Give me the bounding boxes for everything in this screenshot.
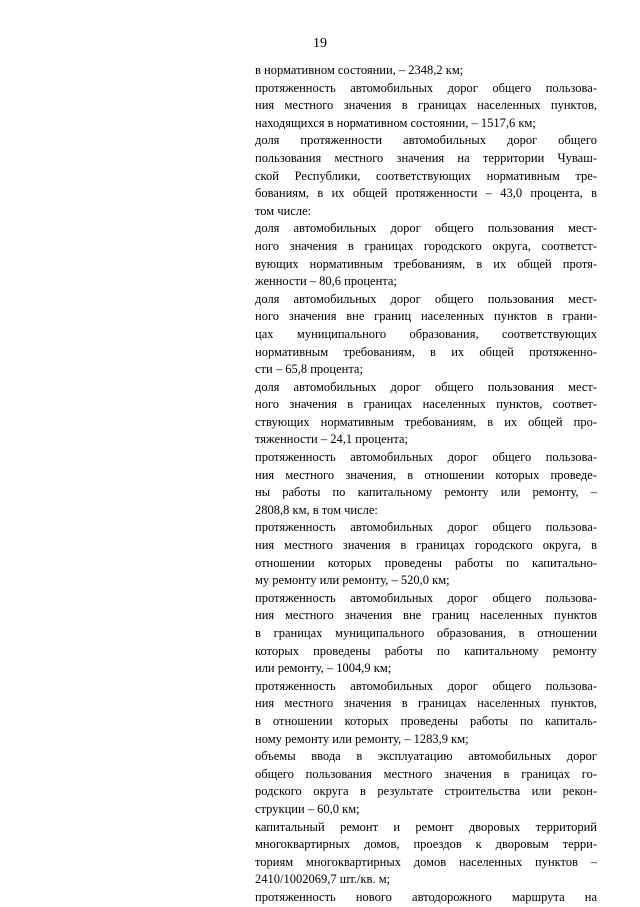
text-line: объемы ввода в эксплуатацию автомобильных дорог	[255, 749, 597, 764]
text-line: ния местного значения, в отношении которых проведе-	[255, 467, 597, 482]
text-line: ного значения вне границ населенных пунктов в грани-	[255, 309, 597, 324]
text-line: 2410/1002069,7 шт./кв. м;	[255, 872, 391, 887]
text-line: протяженность автомобильных дорог общего пользова-	[255, 678, 597, 693]
text-line: которых проведены работы по капитальному ремонту	[255, 643, 597, 658]
text-line: доля автомобильных дорог общего пользования мест-	[255, 291, 597, 306]
text-line: ния местного значения в границах населенных пунктов,	[255, 696, 597, 711]
text-line: ного значения в границах населенных пунктов, соответ-	[255, 397, 597, 412]
text-line: протяженность автомобильных дорог общего пользова-	[255, 590, 597, 605]
text-line: цах муниципального образования, соответствующих	[255, 326, 597, 341]
text-line: капитальный ремонт и ремонт дворовых территорий	[255, 819, 597, 834]
text-line: протяженность автомобильных дорог общего пользова-	[255, 80, 597, 95]
text-line: сти – 65,8 процента;	[255, 362, 363, 377]
text-line: 2808,8 км, в том числе:	[255, 502, 378, 517]
text-line: женности – 80,6 процента;	[255, 274, 397, 289]
text-line: протяженность автомобильных дорог общего пользова-	[255, 520, 597, 535]
text-line: в нормативном состоянии, – 2348,2 км;	[255, 63, 464, 77]
text-line: ния местного значения в границах городского округа, в	[255, 538, 597, 553]
text-line: ской Республики, соответствующих нормативным тре-	[255, 168, 597, 183]
text-line: ному ремонту или ремонту, – 1283,9 км;	[255, 731, 469, 746]
text-line: тяженности – 24,1 процента;	[255, 432, 408, 447]
text-line: бованиям, в их общей протяженности – 43,0 процента, в	[255, 186, 597, 201]
text-line: общего пользования местного значения в границах го-	[255, 766, 597, 781]
text-line: ния местного значения вне границ населенных пунктов	[255, 608, 597, 623]
text-line: родского округа в результате строительства или рекон-	[255, 784, 597, 799]
text-line: ториям многоквартирных домов населенных пунктов –	[255, 854, 597, 869]
text-line: ствующих нормативным требованиям, в их общей про-	[255, 414, 597, 429]
text-line: му ремонту или ремонту, – 520,0 км;	[255, 573, 450, 588]
page-number	[0, 36, 640, 52]
page-number-text: 19	[313, 36, 327, 51]
text-line: протяженность нового автодорожного маршрута на	[255, 889, 597, 904]
text-line: в границах муниципального образования, в отношении	[255, 626, 597, 640]
document-body	[255, 62, 597, 907]
text-line: в отношении которых проведены работы по капиталь-	[255, 713, 597, 728]
text-line: том числе:	[255, 203, 312, 218]
text-line: пользования местного значения на территории Чуваш-	[255, 150, 597, 165]
text-line: ны работы по капитальному ремонту или ремонту, –	[255, 485, 597, 500]
text-line: струкции – 60,0 км;	[255, 801, 360, 816]
text-line: нормативным требованиям, в их общей протяженно-	[255, 344, 597, 359]
text-line: находящихся в нормативном состоянии, – 1517,6 км;	[255, 115, 536, 130]
text-line: ния местного значения в границах населенных пунктов,	[255, 98, 597, 113]
text-line: протяженность автомобильных дорог общего пользова-	[255, 450, 597, 465]
text-line: ного значения в границах городского округа, соответст-	[255, 238, 597, 253]
text-line: вующих нормативным требованиям, в их общей протя-	[255, 256, 597, 271]
text-line: доля автомобильных дорог общего пользования мест-	[255, 379, 597, 394]
text-line: отношении которых проведены работы по капитально-	[255, 555, 597, 570]
text-line: или ремонту, – 1004,9 км;	[255, 661, 392, 676]
text-line: многоквартирных домов, проездов к дворовым терри-	[255, 837, 597, 852]
text-line: доля протяженности автомобильных дорог общего	[255, 133, 597, 148]
text-line: доля автомобильных дорог общего пользования мест-	[255, 221, 597, 236]
